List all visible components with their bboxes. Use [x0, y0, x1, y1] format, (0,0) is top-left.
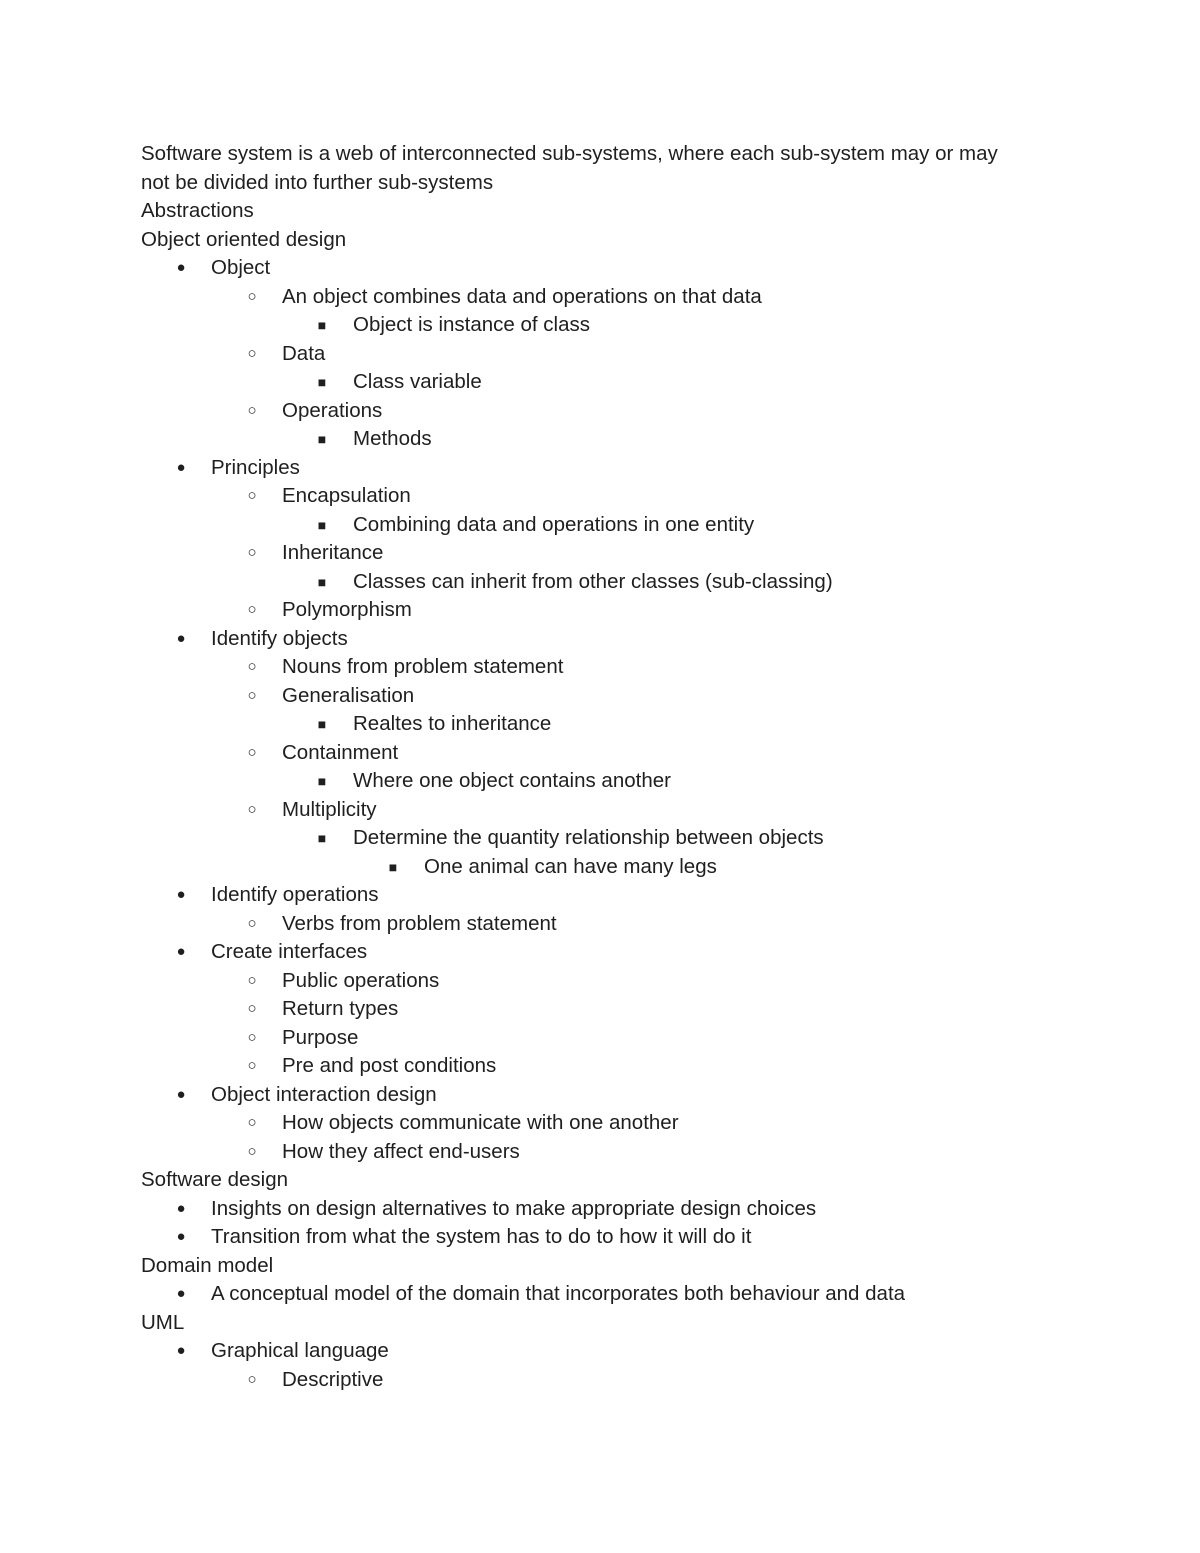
bullet-circle-icon: ○: [247, 1142, 257, 1160]
list-item: [141, 796, 1101, 825]
line-text: Identify objects: [211, 626, 348, 650]
paragraph-line: [141, 1166, 1101, 1195]
line-text: not be divided into further sub-systems: [141, 170, 494, 194]
list-item: [141, 1138, 1101, 1167]
line-text: Containment: [282, 740, 399, 764]
document-body: [141, 140, 1101, 1394]
line-text: Pre and post conditions: [282, 1054, 497, 1077]
bullet-square-icon: ■: [317, 716, 327, 732]
bullet-square-icon: ■: [317, 773, 327, 789]
line-text: Inheritance: [282, 541, 384, 564]
bullet-circle-icon: ○: [247, 487, 257, 504]
line-text: Software system is a web of interconnected sub-systems, where each sub-system may or may: [141, 142, 998, 165]
list-item: [141, 653, 1101, 682]
list-item: [141, 454, 1101, 483]
list-item: [141, 539, 1101, 568]
bullet-disc-icon: ●: [176, 1228, 186, 1245]
bullet-circle-icon: ○: [247, 287, 257, 305]
paragraph-line: [141, 226, 1101, 255]
paragraph-line: [141, 1309, 1101, 1338]
bullet-disc-icon: ●: [176, 458, 186, 476]
line-text: Where one object contains another: [353, 769, 671, 792]
line-text: Classes can inherit from other classes (sub-classing): [353, 569, 833, 593]
list-item: [141, 1223, 1101, 1252]
line-text: Descriptive: [282, 1367, 384, 1391]
list-item: [141, 881, 1101, 910]
list-item: [141, 397, 1101, 426]
list-item: [141, 824, 1101, 853]
line-text: Class variable: [353, 370, 482, 393]
bullet-circle-icon: ○: [247, 401, 257, 419]
line-text: Generalisation: [282, 683, 415, 707]
list-item: [141, 596, 1101, 625]
bullet-disc-icon: ●: [176, 886, 186, 903]
list-item: [141, 283, 1101, 312]
line-text: Return types: [282, 997, 399, 1020]
bullet-disc-icon: ●: [176, 1342, 186, 1359]
list-item: [141, 1195, 1101, 1224]
line-text: Verbs from problem statement: [282, 911, 557, 935]
line-text: Encapsulation: [282, 484, 411, 507]
line-text: Graphical language: [211, 1339, 389, 1362]
line-text: Object is instance of class: [353, 313, 590, 336]
list-item: [141, 568, 1101, 597]
line-text: Transition from what the system has to do to how it will do it: [211, 1225, 752, 1248]
list-item: [141, 767, 1101, 796]
line-text: UML: [141, 1310, 185, 1334]
bullet-circle-icon: ○: [247, 743, 257, 761]
line-text: Abstractions: [141, 199, 254, 222]
line-text: Public operations: [282, 968, 440, 992]
list-item: [141, 254, 1101, 283]
bullet-circle-icon: ○: [247, 1000, 257, 1017]
bullet-square-icon: ■: [388, 858, 398, 875]
paragraph-line: [141, 169, 1101, 198]
paragraph-line: [141, 140, 1101, 169]
line-text: Object: [211, 256, 271, 279]
line-text: Polymorphism: [282, 598, 412, 621]
line-text: Realtes to inheritance: [353, 712, 552, 735]
line-text: Data: [282, 341, 326, 365]
bullet-circle-icon: ○: [247, 1028, 257, 1046]
paragraph-line: [141, 1252, 1101, 1281]
bullet-square-icon: ■: [317, 317, 327, 333]
line-text: Object oriented design: [141, 227, 347, 251]
list-item: [141, 710, 1101, 739]
line-text: Software design: [141, 1168, 289, 1191]
line-text: Multiplicity: [282, 797, 377, 821]
bullet-square-icon: ■: [317, 374, 327, 390]
list-item: [141, 482, 1101, 511]
bullet-circle-icon: ○: [247, 1370, 257, 1388]
bullet-square-icon: ■: [317, 830, 327, 846]
list-item: [141, 967, 1101, 996]
bullet-square-icon: ■: [317, 431, 327, 447]
bullet-disc-icon: ●: [176, 259, 186, 276]
bullet-disc-icon: ●: [176, 1085, 186, 1103]
list-item: [141, 739, 1101, 768]
bullet-disc-icon: ●: [176, 943, 186, 960]
list-item: [141, 1024, 1101, 1053]
bullet-circle-icon: ○: [247, 1114, 257, 1131]
line-text: Principles: [211, 455, 300, 479]
bullet-circle-icon: ○: [247, 544, 257, 561]
list-item: [141, 1280, 1101, 1309]
bullet-circle-icon: ○: [247, 658, 257, 675]
list-item: [141, 1052, 1101, 1081]
bullet-disc-icon: ●: [176, 629, 186, 647]
paragraph-line: [141, 197, 1101, 226]
list-item: [141, 1109, 1101, 1138]
line-text: A conceptual model of the domain that incorporates both behaviour and data: [211, 1282, 906, 1305]
line-text: Create interfaces: [211, 940, 368, 963]
list-item: [141, 368, 1101, 397]
list-item: [141, 311, 1101, 340]
line-text: Determine the quantity relationship between objects: [353, 826, 824, 849]
list-item: [141, 425, 1101, 454]
bullet-disc-icon: ●: [176, 1199, 186, 1217]
bullet-circle-icon: ○: [247, 914, 257, 932]
line-text: Domain model: [141, 1253, 274, 1277]
list-item: [141, 938, 1101, 967]
line-text: Nouns from problem statement: [282, 655, 564, 678]
line-text: Combining data and operations in one entity: [353, 512, 755, 536]
bullet-disc-icon: ●: [176, 1285, 186, 1302]
list-item: [141, 511, 1101, 540]
list-item: [141, 1337, 1101, 1366]
bullet-circle-icon: ○: [247, 686, 257, 704]
bullet-circle-icon: ○: [247, 1057, 257, 1074]
list-item: [141, 1081, 1101, 1110]
bullet-circle-icon: ○: [247, 800, 257, 818]
list-item: [141, 340, 1101, 369]
bullet-circle-icon: ○: [247, 601, 257, 618]
list-item: [141, 682, 1101, 711]
line-text: An object combines data and operations on that data: [282, 284, 762, 308]
line-text: Object interaction design: [211, 1082, 437, 1106]
list-item: [141, 625, 1101, 654]
list-item: [141, 995, 1101, 1024]
line-text: Operations: [282, 398, 383, 422]
bullet-square-icon: ■: [317, 516, 327, 533]
list-item: [141, 853, 1101, 882]
line-text: Identify operations: [211, 883, 379, 906]
bullet-square-icon: ■: [317, 573, 327, 590]
line-text: How they affect end-users: [282, 1139, 520, 1163]
line-text: How objects communicate with one another: [282, 1111, 679, 1134]
line-text: Methods: [353, 427, 432, 450]
list-item: [141, 910, 1101, 939]
line-text: Purpose: [282, 1025, 359, 1049]
line-text: Insights on design alternatives to make appropriate design choices: [211, 1196, 817, 1220]
list-item: [141, 1366, 1101, 1395]
line-text: One animal can have many legs: [424, 854, 717, 878]
bullet-circle-icon: ○: [247, 344, 257, 362]
bullet-circle-icon: ○: [247, 971, 257, 989]
